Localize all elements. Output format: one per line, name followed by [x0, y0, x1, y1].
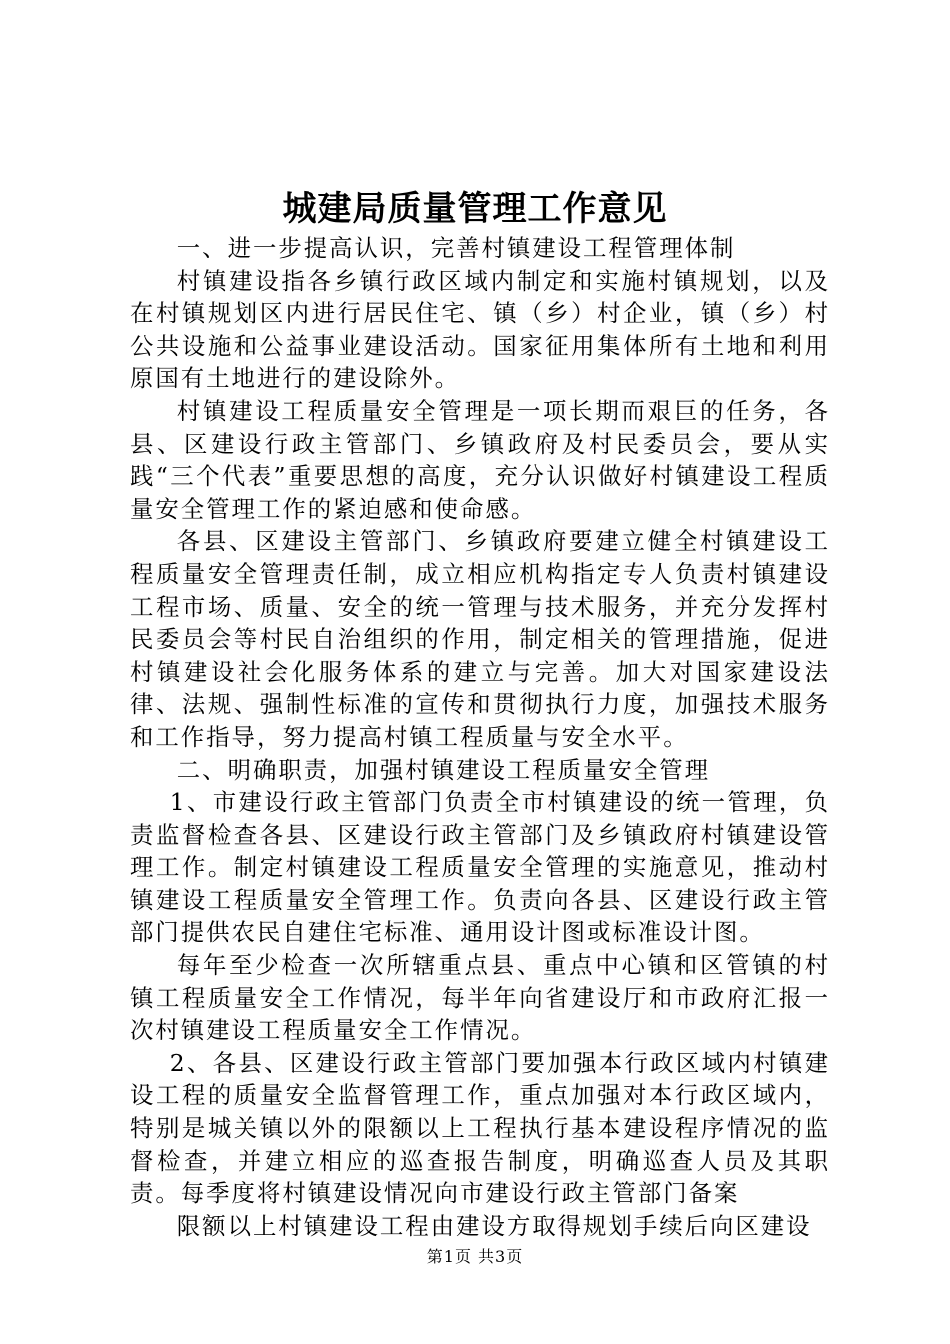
section-heading-1: 一、进一步提高认识，完善村镇建设工程管理体制 — [176, 234, 736, 262]
paragraph: 限额以上村镇建设工程由建设方取得规划手续后向区建设 — [176, 1211, 812, 1240]
paragraph: 各县、区建设主管部门、乡镇政府要建立健全村镇建设工程质量安全管理责任制，成立相应机构指定专人负责村镇建设工程市场、质量、安全的统一管理与技术服务，并充分发挥村民委员会等村民自治组织的作用，制定相关的管理措施，促进村镇建设社会化服务体系的建立与完善。加大对国家建设法律、法规、强制性标准的宣传和贯彻执行力度，加强技术服务和工作指导，努力提高村镇工程质量与安全水平。 — [130, 527, 830, 751]
section-heading-2: 二、明确职责，加强村镇建设工程质量安全管理 — [176, 755, 710, 784]
document-body — [130, 232, 830, 1242]
document-title: 城建局质量管理工作意见 — [282, 189, 668, 229]
numbered-paragraph-2: 2、各县、区建设行政主管部门要加强本行政区域内村镇建设工程的质量安全监督管理工作，重点加强对本行政区域内，特别是城关镇以外的限额以上工程执行基本建设程序情况的监督检查，并建立相应的巡查报告制度，明确巡查人员及其职责。每季度将村镇建设情况向市建设行政主管部门备案 — [130, 1048, 830, 1208]
numbered-paragraph-1: 1、市建设行政主管部门负责全市村镇建设的统一管理，负责监督检查各县、区建设行政主管部门及乡镇政府村镇建设管理工作。制定村镇建设工程质量安全管理的实施意见，推动村镇建设工程质量安全管理工作。负责向各县、区建设行政主管部门提供农民自建住宅标准、通用设计图或标准设计图。 — [130, 788, 830, 947]
page-footer: 第1页 共3页 — [426, 1247, 524, 1266]
paragraph: 每年至少检查一次所辖重点县、重点中心镇和区管镇的村镇工程质量安全工作情况，每半年向省建设厅和市政府汇报一次村镇建设工程质量安全工作情况。 — [130, 951, 830, 1045]
paragraph: 村镇建设工程质量安全管理是一项长期而艰巨的任务，各县、区建设行政主管部门、乡镇政府及村民委员会，要从实践“三个代表”重要思想的高度，充分认识做好村镇建设工程质量安全管理工作的紧迫感和使命感。 — [130, 396, 830, 523]
paragraph: 村镇建设指各乡镇行政区域内制定和实施村镇规划，以及在村镇规划区内进行居民住宅、镇（乡）村企业，镇（乡）村公共设施和公益事业建设活动。国家征用集体所有土地和利用原国有土地进行的建设除外。 — [130, 266, 830, 393]
